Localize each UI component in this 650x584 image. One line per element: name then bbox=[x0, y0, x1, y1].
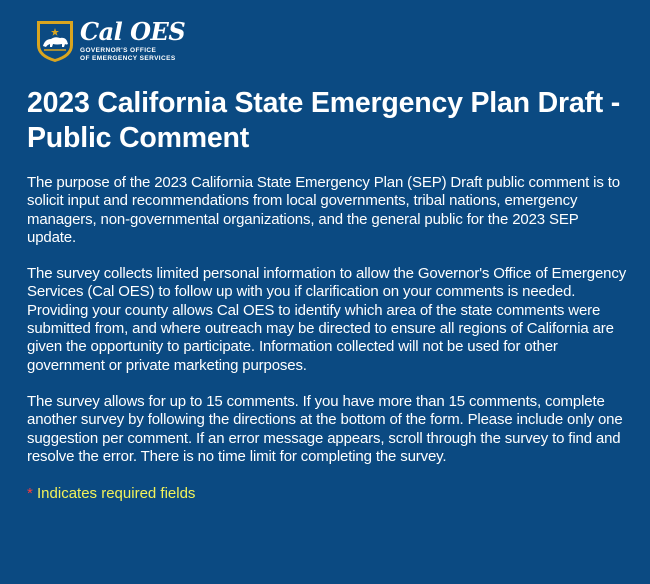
intro-paragraph-purpose: The purpose of the 2023 California State Emergency Plan (SEP) Draft public comment is to solicit input and recommendations from local governments, tribal nations, emergency managers, non-governmental organizations, and the general public for the 2023 SEP update. bbox=[27, 174, 620, 246]
cal-oes-logo[interactable] bbox=[35, 18, 626, 64]
page-title: 2023 California State Emergency Plan Draft - Public Comment bbox=[27, 87, 621, 154]
intro-paragraph-privacy: The survey collects limited personal information to allow the Governor's Office of Emergency Services (Cal OES) to follow up with you if clarification on your comments is needed. Providing your county allows Cal OES to identify which area of the state comments were submitted from, and where outreach may be directed to ensure all regions of California are given the opportunity to participate. Information collected will not be used for other government or private marketing purposes. bbox=[27, 265, 627, 374]
required-fields-note bbox=[27, 485, 626, 503]
logo-subtitle-line2: OF EMERGENCY SERVICES bbox=[80, 54, 176, 62]
cal-oes-badge-icon bbox=[35, 19, 75, 63]
required-note-text: Indicates required fields bbox=[32, 485, 196, 503]
logo-name: Cal OES bbox=[80, 17, 186, 47]
required-asterisk: * bbox=[27, 485, 33, 503]
logo-subtitle-line1: GOVERNOR'S OFFICE bbox=[80, 47, 157, 55]
logo-wordmark bbox=[80, 17, 186, 62]
intro-paragraph-instructions: The survey allows for up to 15 comments. If you have more than 15 comments, complete another survey by following the directions at the bottom of the form. Please include only one suggestion per comment. If an error message appears, scroll through the survey to find and resolve the error. There is no time limit for completing the survey. bbox=[27, 392, 623, 465]
